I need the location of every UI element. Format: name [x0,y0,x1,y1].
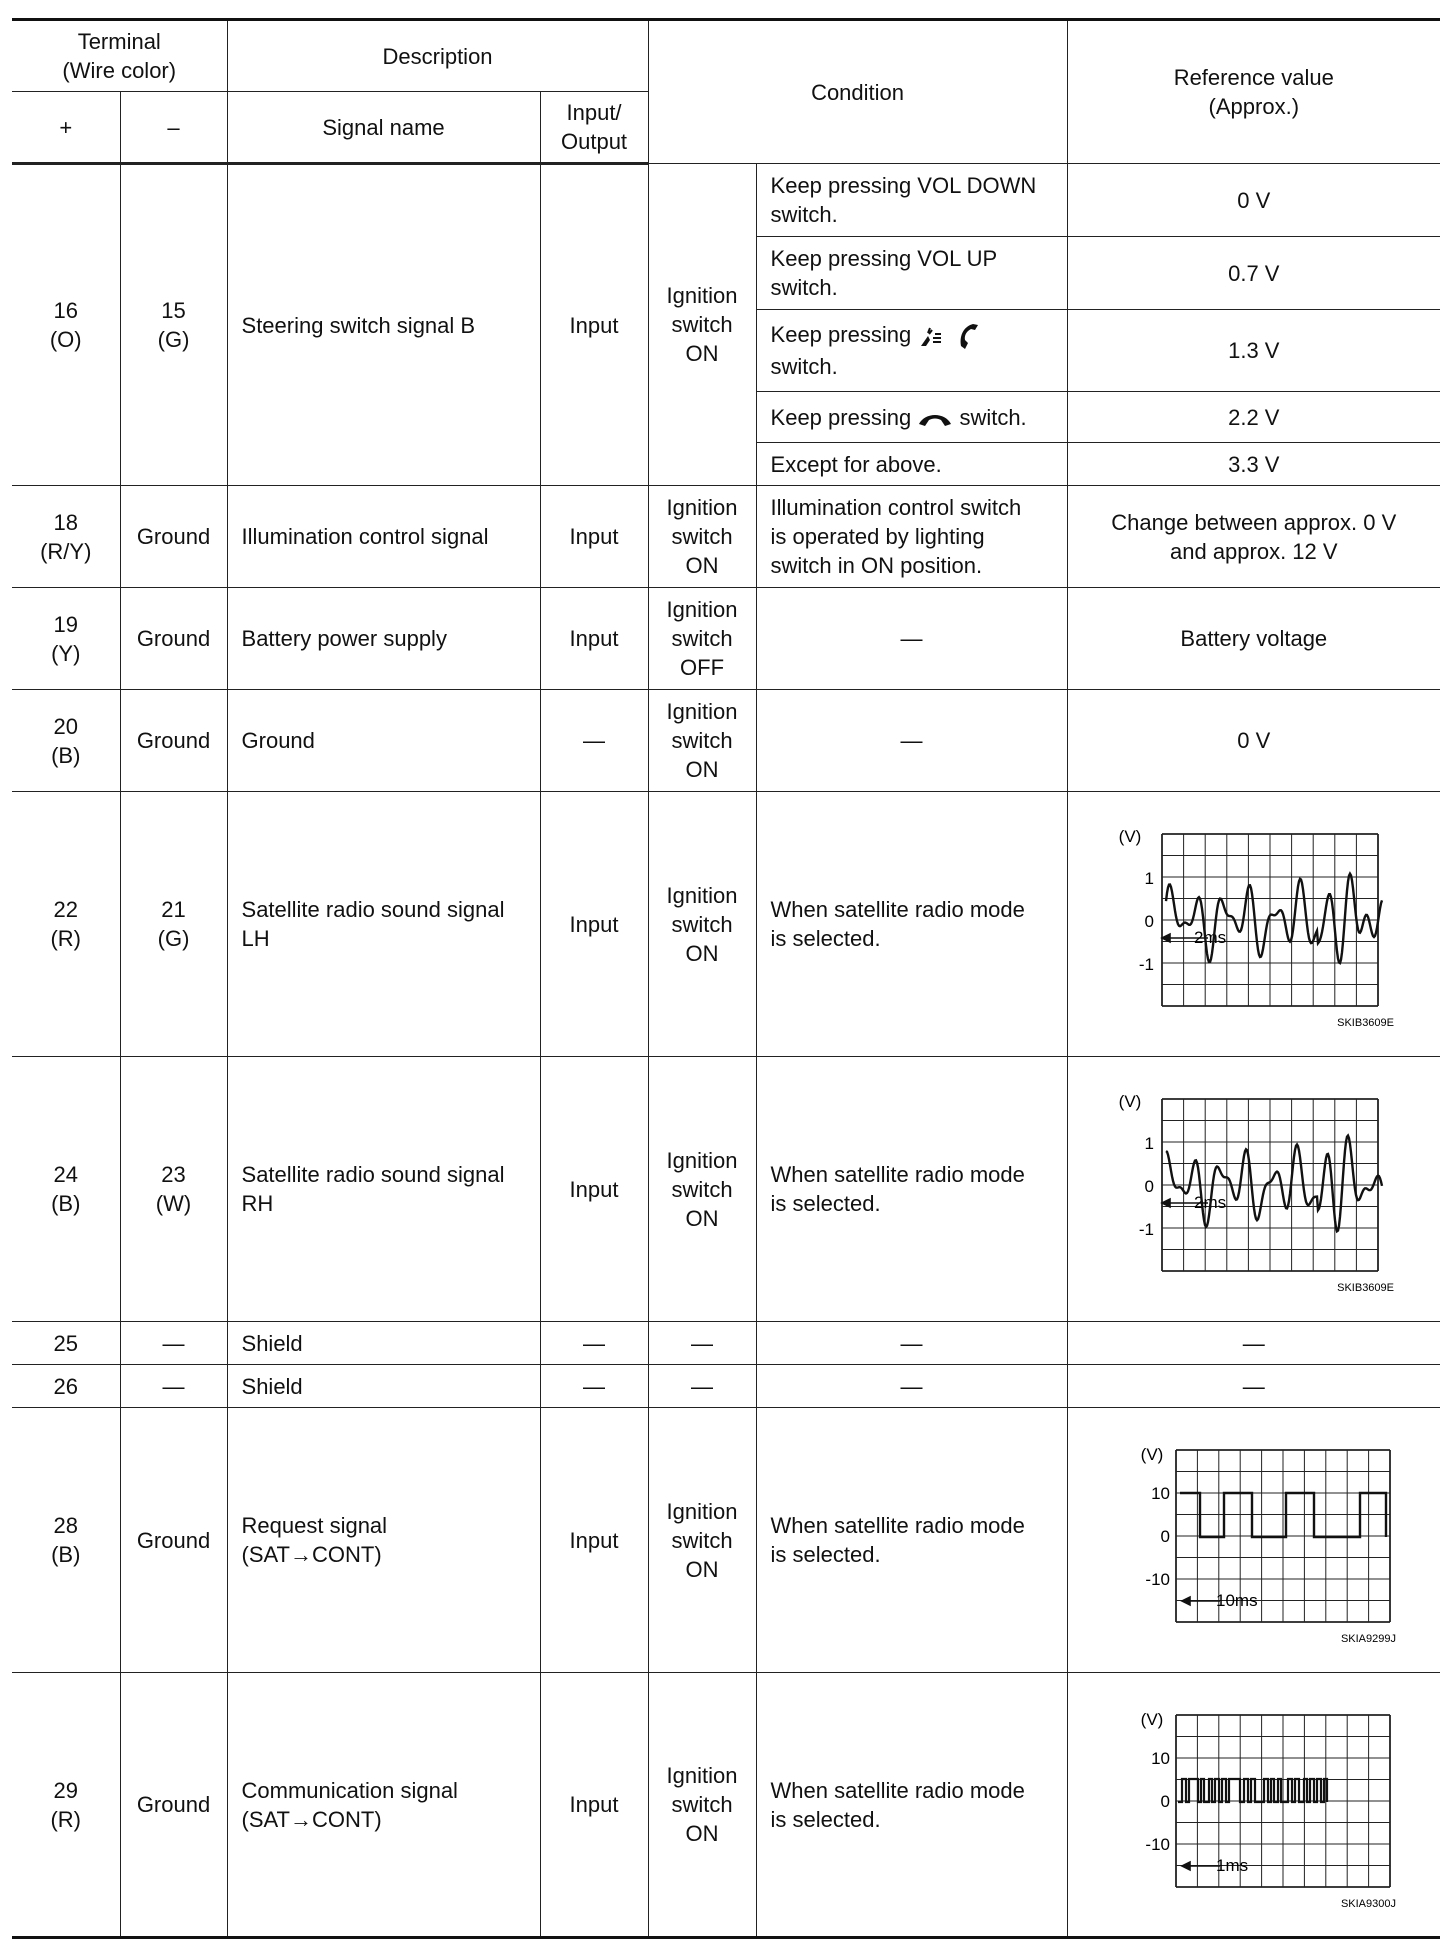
terminal-plus: 29 (R) [12,1673,120,1938]
io-type: Input [540,164,648,486]
reference-value [1067,1057,1440,1322]
terminal-minus: Ground [120,1673,227,1938]
wave-tick: 0 [1144,1177,1154,1196]
signal-name: Satellite radio sound signal LH [227,792,540,1057]
phone-hangup-icon [917,410,953,428]
reference-value: 3.3 V [1067,443,1440,486]
terminal-minus: Ground [120,690,227,792]
terminal-plus: 19 (Y) [12,588,120,690]
wave-tick: -1 [1138,955,1154,974]
wave-tick: 1 [1144,1134,1154,1153]
reference-value: 2.2 V [1067,392,1440,443]
io-type: — [540,690,648,792]
io-type: Input [540,486,648,588]
figure-id: SKIB3609E [1336,1017,1394,1029]
condition-text: — [756,690,1067,792]
reference-value: Change between approx. 0 V and approx. 12 V [1067,486,1440,588]
signal-name: Shield [227,1322,540,1365]
waveform-sound-rh [1104,1079,1404,1299]
timebase-arrow [1182,1597,1220,1605]
terminal-plus: 22 (R) [12,792,120,1057]
reference-value: 0.7 V [1067,237,1440,310]
reference-value: 0 V [1067,690,1440,792]
header-reference-value: Reference value (Approx.) [1067,20,1440,164]
table-row [12,792,1440,1057]
voice-talk-icon [917,324,947,350]
figure-id: SKIB3609E [1336,1282,1394,1294]
io-type: — [540,1365,648,1408]
terminal-plus: 20 (B) [12,690,120,792]
phone-pickup-icon [953,322,983,352]
wave-tick: 10 [1150,1748,1170,1768]
reference-value [1067,792,1440,1057]
header-minus: – [120,92,227,164]
figure-id: SKIA9299J [1340,1633,1396,1645]
io-type: Input [540,588,648,690]
header-input-output: Input/ Output [540,92,648,164]
wave-unit: (V) [1118,827,1142,846]
waveform-sound-lh [1104,814,1404,1034]
wave-unit: (V) [1140,1445,1164,1464]
header-signal-name: Signal name [227,92,540,164]
terminal-plus: 26 [12,1365,120,1408]
wave-unit: (V) [1118,1092,1142,1111]
terminal-minus: 23 (W) [120,1057,227,1322]
ignition-state: Ignition switch ON [648,690,756,792]
wave-timebase: 2ms [1193,1193,1226,1212]
terminal-minus: — [120,1322,227,1365]
terminal-plus: 24 (B) [12,1057,120,1322]
table-row [12,588,1440,690]
condition-text: Keep pressing VOL DOWN switch. [756,164,1067,237]
terminal-minus: Ground [120,486,227,588]
reference-value: — [1067,1365,1440,1408]
condition-text: When satellite radio mode is selected. [756,792,1067,1057]
ignition-state: Ignition switch ON [648,1673,756,1938]
terminal-minus: 15 (G) [120,164,227,486]
wave-tick: 0 [1160,1527,1170,1546]
signal-name: Satellite radio sound signal RH [227,1057,540,1322]
io-type: Input [540,792,648,1057]
reference-value: Battery voltage [1067,588,1440,690]
wave-grid [1162,1099,1378,1271]
waveform-request-signal [1104,1430,1404,1650]
signal-name: Battery power supply [227,588,540,690]
signal-name: Request signal (SAT→CONT) [227,1408,540,1673]
table-row [12,1365,1440,1408]
header-description: Description [227,20,648,92]
ignition-state: Ignition switch ON [648,164,756,486]
table-row [12,1057,1440,1322]
table-row [12,1322,1440,1365]
wave-tick: 0 [1160,1791,1170,1811]
condition-text: — [756,1322,1067,1365]
reference-value [1067,1673,1440,1938]
io-type: Input [540,1408,648,1673]
condition-text: When satellite radio mode is selected. [756,1408,1067,1673]
table-row [12,690,1440,792]
ignition-state: Ignition switch ON [648,486,756,588]
terminal-minus: — [120,1365,227,1408]
wave-tick: -1 [1138,1220,1154,1239]
terminal-minus: Ground [120,1408,227,1673]
wave-unit: (V) [1140,1709,1164,1729]
signal-name: Communication signal (SAT→CONT) [227,1673,540,1938]
header-terminal: Terminal (Wire color) [12,20,227,92]
reference-value [1067,1408,1440,1673]
ignition-state: Ignition switch ON [648,792,756,1057]
header-condition: Condition [648,20,1067,164]
signal-name: Steering switch signal B [227,164,540,486]
condition-text: Keep pressing switch. [756,310,1067,392]
terminal-plus: 16 (O) [12,164,120,486]
wave-tick: 1 [1144,869,1154,888]
wave-timebase: 10ms [1215,1591,1258,1610]
waveform-communication-signal [1104,1695,1404,1915]
terminal-minus: 21 (G) [120,792,227,1057]
table-row [12,1673,1440,1938]
signal-name: Ground [227,690,540,792]
condition-text: — [756,588,1067,690]
io-type: — [540,1322,648,1365]
wave-tick: -10 [1145,1834,1170,1854]
condition-text: Keep pressing switch. [756,392,1067,443]
wave-tick: 0 [1144,912,1154,931]
terminal-reference-table [12,18,1440,1939]
ignition-state: Ignition switch ON [648,1408,756,1673]
reference-value: 0 V [1067,164,1440,237]
ignition-state: Ignition switch OFF [648,588,756,690]
condition-text: Illumination control switch is operated by lighting switch in ON position. [756,486,1067,588]
wave-tick: -10 [1145,1570,1170,1589]
timebase-arrow [1182,1862,1220,1870]
table-row [12,486,1440,588]
wave-trace [1166,1136,1382,1232]
figure-id: SKIA9300J [1340,1897,1396,1910]
condition-text: Except for above. [756,443,1067,486]
condition-text: When satellite radio mode is selected. [756,1673,1067,1938]
header-plus: + [12,92,120,164]
terminal-plus: 28 (B) [12,1408,120,1673]
wave-trace [1178,1779,1327,1802]
reference-value: 1.3 V [1067,310,1440,392]
ignition-state: — [648,1365,756,1408]
table-row [12,1408,1440,1673]
wave-trace [1166,874,1382,963]
signal-name: Illumination control signal [227,486,540,588]
terminal-minus: Ground [120,588,227,690]
signal-name: Shield [227,1365,540,1408]
terminal-plus: 25 [12,1322,120,1365]
io-type: Input [540,1673,648,1938]
condition-text: Keep pressing VOL UP switch. [756,237,1067,310]
terminal-plus: 18 (R/Y) [12,486,120,588]
condition-text: When satellite radio mode is selected. [756,1057,1067,1322]
wave-timebase: 1ms [1215,1855,1248,1875]
io-type: Input [540,1057,648,1322]
wave-tick: 10 [1150,1484,1170,1503]
wave-timebase: 2ms [1193,928,1226,947]
ignition-state: — [648,1322,756,1365]
condition-text: — [756,1365,1067,1408]
table-row [12,164,1440,237]
reference-value: — [1067,1322,1440,1365]
ignition-state: Ignition switch ON [648,1057,756,1322]
